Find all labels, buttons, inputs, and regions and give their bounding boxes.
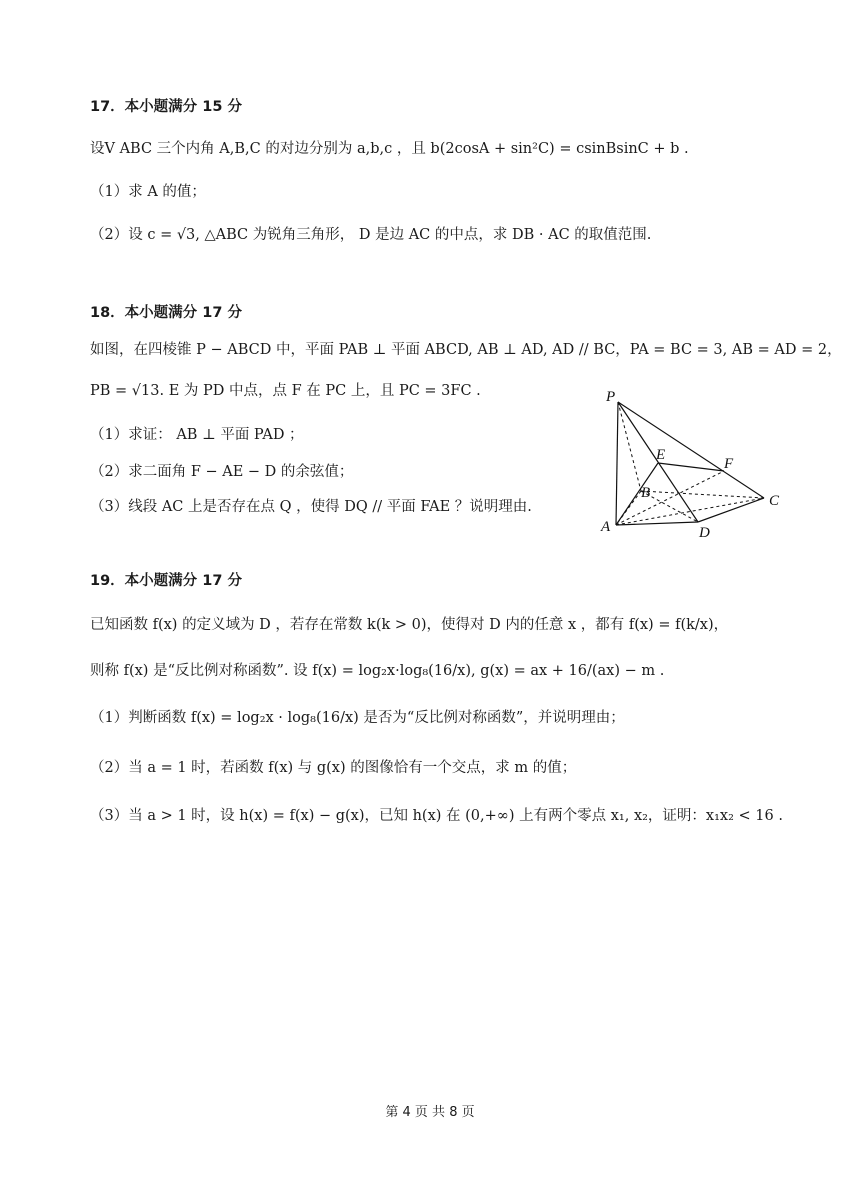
label-P: P [606, 389, 616, 405]
q17-part1: （1）求 A 的值； [90, 184, 206, 200]
q19-part1: （1）判断函数 f(x) = log₂x · log₈(16/x) 是否为“反比例对称函数”，并说明理由； [90, 710, 625, 726]
q18-part3: （3）线段 AC 上是否存在点 Q ，使得 DQ // 平面 FAE ？说明理由. [90, 499, 532, 515]
q19-part2: （2）当 a = 1 时，若函数 f(x) 与 g(x) 的图像恰有一个交点，求 m 的值； [90, 760, 577, 776]
q18-part2: （2）求二面角 F − AE − D 的余弦值； [90, 464, 354, 480]
q19-stem1: 已知函数 f(x) 的定义域为 D ，若存在常数 k(k > 0)，使得对 D 内的任意 x ，都有 f(x) = f(k/x)， [90, 617, 729, 633]
q19-heading: 19．本小题满分 17 分 [90, 573, 242, 589]
page-footer: 第 4 页 共 8 页 [385, 1105, 475, 1120]
q17-heading: 17．本小题满分 15 分 [90, 99, 242, 115]
label-E: E [656, 447, 666, 463]
label-C: C [769, 493, 780, 509]
q19-stem2: 则称 f(x) 是“反比例对称函数”. 设 f(x) = log₂x·log₈(16/x), g(x) = ax + 16/(ax) − m . [90, 663, 665, 679]
label-B: B [641, 485, 651, 501]
pyramid-figure [596, 385, 796, 545]
label-F: F [724, 456, 734, 472]
q18-stem1: 如图，在四棱锥 P − ABCD 中，平面 PAB ⊥ 平面 ABCD, AB ⊥ AD, AD // BC，PA = BC = 3, AB = AD = 2， [90, 342, 842, 358]
q19-part3: （3）当 a > 1 时，设 h(x) = f(x) − g(x)，已知 h(x) 在 (0,+∞) 上有两个零点 x₁, x₂，证明：x₁x₂ < 16 . [90, 808, 783, 824]
q18-part1: （1）求证： AB ⊥ 平面 PAD ； [90, 427, 304, 443]
label-D: D [699, 525, 710, 541]
label-A: A [601, 519, 611, 535]
q17-stem: 设V ABC 三个内角 A,B,C 的对边分别为 a,b,c ，且 b(2cosA + sin²C) = csinBsinC + b . [90, 141, 689, 157]
q18-stem2: PB = √13. E 为 PD 中点，点 F 在 PC 上，且 PC = 3FC . [90, 383, 481, 399]
q17-part2: （2）设 c = √3, △ABC 为锐角三角形， D 是边 AC 的中点，求 DB · AC 的取值范围. [90, 227, 652, 243]
q18-heading: 18．本小题满分 17 分 [90, 305, 242, 321]
